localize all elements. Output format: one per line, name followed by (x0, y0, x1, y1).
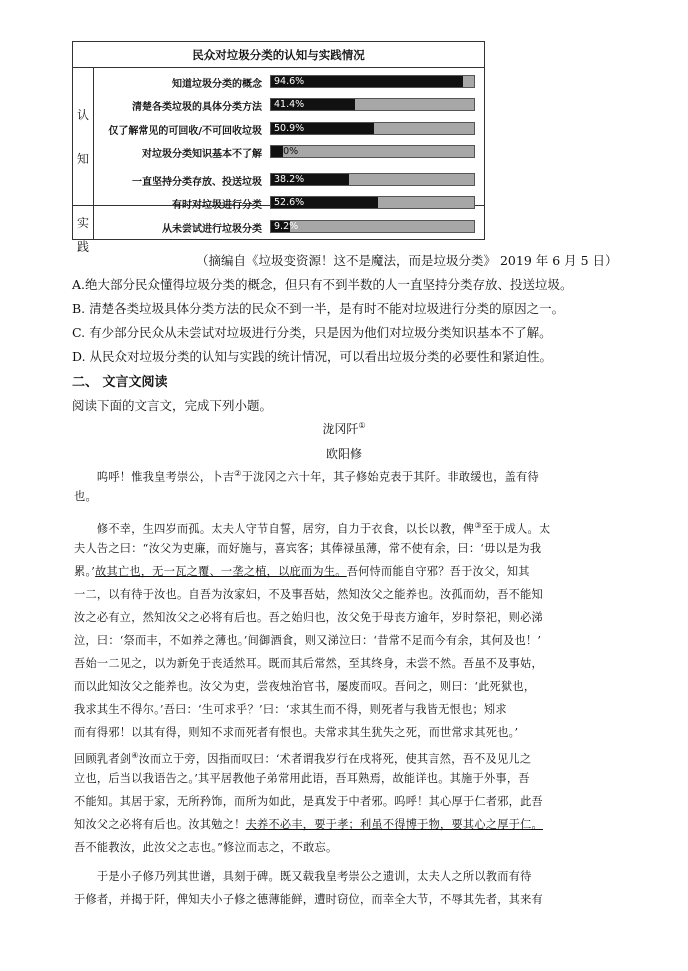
bar-value-label: 50.9% (274, 123, 305, 134)
bar-label: 一直坚持分类存放、投送垃圾 (132, 177, 262, 188)
essay-title (0, 420, 688, 437)
bar-value-label: 94.6% (274, 76, 305, 87)
chart-divider (73, 67, 484, 68)
survey-bar-chart (72, 41, 485, 254)
option-a: A.绝大部分民众懂得垃圾分类的概念，但只有不到半数的人一直坚持分类存放、投送垃圾。 (72, 277, 573, 292)
text-segment: 而以此知汝父之能养也。汝父为吏，尝夜烛治官书，屡废而叹。吾问之，则曰：‘此死狱也， (74, 680, 536, 693)
bar-value-label: 9.2% (274, 221, 299, 232)
group-label-char: 实 (76, 216, 89, 230)
text-segment: 泣，曰：‘祭而丰，不如养之薄也。’间御酒食，则又涕泣曰：‘昔常不足而今有余，其何及也！’ (74, 634, 542, 647)
essay-author: 欧阳修 (325, 447, 362, 461)
essay-paragraph (74, 514, 550, 859)
instruction: 阅读下面的文言文，完成下列小题。 (72, 398, 273, 413)
bar-track (270, 173, 475, 186)
essay-line (74, 462, 539, 485)
text-segment: 汝而立于旁，因指而叹曰：‘术者谓我岁行在戌将死，使其言然，吾不及见儿之 (138, 752, 532, 766)
bar-track (270, 122, 475, 135)
group-label-char: 知 (76, 152, 89, 166)
underlined-text: 故其亡也，无一瓦之覆、一垄之植，以庇而为生。 (95, 565, 347, 578)
essay-line (74, 744, 550, 767)
chart-title: 民众对垃圾分类的认知与实践情况 (192, 48, 365, 62)
text-segment: 修不幸，生四岁而孤。太夫人守节自誓，居穷，自力于衣食，以长以教，俾 (74, 522, 475, 536)
essay-paragraph (74, 462, 539, 508)
footnote-mark: ② (234, 469, 242, 478)
essay-line (74, 629, 550, 652)
essay-line (74, 767, 550, 790)
text-segment: 至于成人。太 (481, 522, 551, 536)
text-segment: 也。 (74, 490, 97, 503)
option-b: B. 清楚各类垃圾具体分类方法的民众不到一半，是有时不能对垃圾进行分类的原因之一。 (72, 301, 565, 316)
bar-label: 知道垃圾分类的概念 (172, 79, 262, 90)
bar-label: 仅了解常见的可回收/不可回收垃圾 (108, 126, 262, 137)
underlined-text: 夫养不必丰，要于孝；利虽不得博于物，要其心之厚于仁。 (245, 818, 543, 831)
option-d: D. 从民众对垃圾分类的认知与实践的统计情况，可以看出垃圾分类的必要性和紧迫性。 (72, 349, 553, 364)
essay-line (74, 514, 550, 537)
essay-line (74, 836, 550, 859)
essay-line (74, 537, 550, 560)
option-c: C. 有少部分民众从未尝试对垃圾进行分类，只是因为他们对垃圾分类知识基本不了解。 (72, 325, 552, 340)
chart-source: （摘编自《垃圾变资源！这不是魔法，而是垃圾分类》 2019 年 6 月 5 日） (196, 253, 618, 268)
bar-label: 从未尝试进行垃圾分类 (162, 224, 262, 235)
essay-line (74, 790, 550, 813)
essay-title-text: 泷冈阡 (322, 422, 359, 436)
text-segment: 夫人告之曰：“汝父为吏廉，而好施与，喜宾客；其俸禄虽薄，常不使有余，曰：‘毋以是为我 (74, 542, 542, 555)
bar-track (270, 196, 475, 209)
text-segment: 回顾乳者剑 (74, 752, 132, 766)
bar-value-label: 52.6% (274, 197, 305, 208)
text-segment: 不能知。其居于家，无所矜饰，而所为如此，是真发于中者邪。呜呼！其心厚于仁者邪，此吾 (74, 795, 543, 808)
essay-line (74, 721, 550, 744)
bar-track (270, 98, 475, 111)
bar-label: 有时对垃圾进行分类 (172, 200, 262, 211)
group-label-char: 践 (76, 240, 89, 254)
essay-line (74, 813, 550, 836)
bar-label: 清楚各类垃圾的具体分类方法 (132, 102, 262, 113)
text-segment: 我求其生不得尔。’吾曰：‘生可求乎？’曰：‘求其生而不得，则死者与我皆无恨也；矧求 (74, 703, 507, 716)
group-label-char: 认 (76, 108, 89, 122)
text-segment: 吾始一二见之，以为新免于丧适然耳。既而其后常然，至其终身，未尝不然。吾虽不及事姑， (74, 657, 543, 670)
text-segment: 于是小子修乃列其世谱，具刻于碑。既又载我皇考崇公之遗训，太夫人之所以教而有待 (74, 870, 532, 883)
text-segment: 累。’ (74, 565, 96, 578)
essay-line (74, 560, 550, 583)
bar-track (270, 220, 475, 233)
footnote-mark: ③ (474, 521, 482, 530)
text-segment: 而有得邪！以其有得，则知不求而死者有恨也。夫常求其生犹失之死，而世常求其死也。’ (74, 726, 519, 739)
text-segment: 于泷冈之六十年，其子修始克表于其阡。非敢缓也，盖有待 (241, 470, 539, 484)
essay-line (74, 606, 550, 629)
text-segment: 于修者，并揭于阡，俾知夫小子修之德薄能鲜，遭时窃位，而幸全大节，不辱其先者，其来有 (74, 893, 543, 906)
text-segment: 吾不能教汝，此汝父之志也。”修泣而志之，不敢忘。 (74, 841, 338, 854)
text-segment: 立也，后当以我语告之。’其平居教他子弟常用此语，吾耳熟焉，故能详也。其施于外事，吾 (74, 772, 530, 785)
bar-track (270, 145, 475, 158)
essay-line (74, 865, 543, 888)
essay-line (74, 652, 550, 675)
essay-line (74, 675, 550, 698)
essay-paragraph (74, 865, 543, 911)
group-practice-column (73, 206, 94, 254)
bar-value-label: 41.4% (274, 99, 305, 110)
essay-line (74, 583, 550, 606)
text-segment: 呜呼！惟我皇考崇公，卜吉 (74, 470, 235, 484)
essay-line (74, 698, 550, 721)
essay-line (74, 888, 543, 911)
text-segment: 汝之必有立，然知汝父之必将有后也。吾之始归也，汝父免于母丧方逾年，岁时祭祀，则必涕 (74, 611, 543, 624)
section-heading: 二、 文言文阅读 (72, 375, 168, 390)
text-segment: 吾何恃而能自守邪？吾于汝父，知其 (346, 565, 530, 578)
text-segment: 一二，以有待于汝也。自吾为汝家妇，不及事吾姑，然知汝父之能养也。汝孤而幼，吾不能知 (74, 588, 543, 601)
bar-value-label: 6.0% (274, 146, 299, 157)
bar-track (270, 75, 475, 88)
footnote-mark: ① (358, 421, 366, 430)
text-segment: 知汝父之必将有后也。汝其勉之！ (74, 818, 246, 831)
group-cognition-column (73, 68, 94, 206)
bar-value-label: 38.2% (274, 174, 305, 185)
footnote-mark: ④ (131, 751, 139, 760)
essay-line (74, 485, 539, 508)
bar-label: 对垃圾分类知识基本不了解 (142, 149, 262, 160)
